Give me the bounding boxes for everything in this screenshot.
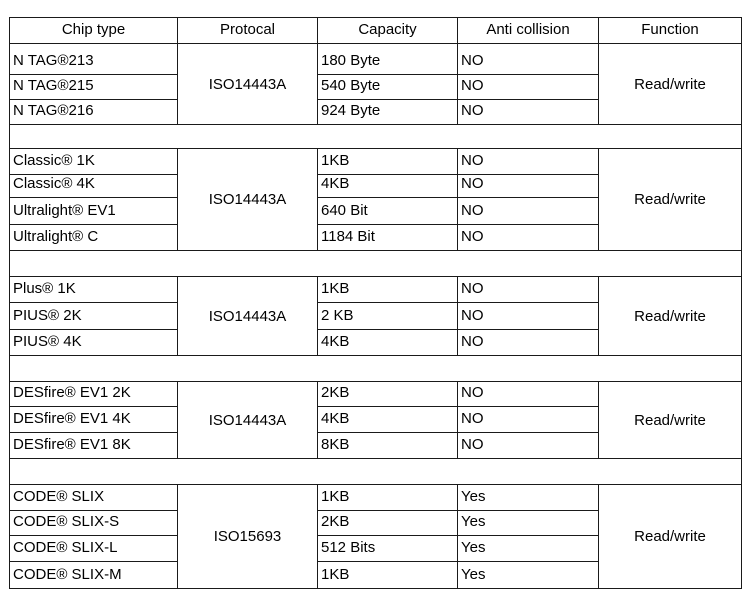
table-row	[10, 44, 742, 75]
anti-collision-cell: NO	[458, 303, 599, 330]
capacity-cell: 924 Byte	[318, 100, 458, 125]
capacity-cell: 512 Bits	[318, 536, 458, 562]
chip-type-cell: Plus® 1K	[10, 277, 178, 303]
anti-collision-cell: Yes	[458, 536, 599, 562]
protocol-cell: ISO14443A	[178, 382, 318, 459]
group-separator-row	[10, 251, 742, 277]
capacity-cell: 1KB	[318, 562, 458, 589]
anti-collision-cell: NO	[458, 149, 599, 175]
capacity-cell: 1KB	[318, 277, 458, 303]
protocol-cell: ISO14443A	[178, 44, 318, 125]
header-function: Function	[599, 18, 742, 44]
anti-collision-cell: NO	[458, 100, 599, 125]
group-separator-row	[10, 356, 742, 382]
chip-type-cell: CODE® SLIX-M	[10, 562, 178, 589]
function-cell: Read/write	[599, 382, 742, 459]
separator-cell	[10, 459, 742, 485]
chip-type-cell: CODE® SLIX-S	[10, 511, 178, 536]
anti-collision-cell: NO	[458, 225, 599, 251]
anti-collision-cell: NO	[458, 407, 599, 433]
chip-spec-table	[9, 17, 742, 589]
anti-collision-cell: NO	[458, 330, 599, 356]
capacity-cell: 640 Bit	[318, 198, 458, 225]
chip-type-cell: Ultralight® EV1	[10, 198, 178, 225]
capacity-cell: 4KB	[318, 175, 458, 198]
capacity-cell: 2KB	[318, 382, 458, 407]
capacity-cell: 2KB	[318, 511, 458, 536]
anti-collision-cell: Yes	[458, 562, 599, 589]
separator-cell	[10, 125, 742, 149]
chip-type-cell: N TAG®215	[10, 75, 178, 100]
function-cell: Read/write	[599, 149, 742, 251]
protocol-cell: ISO14443A	[178, 277, 318, 356]
capacity-cell: 2 KB	[318, 303, 458, 330]
table-row	[10, 277, 742, 303]
anti-collision-cell: Yes	[458, 511, 599, 536]
capacity-cell: 4KB	[318, 407, 458, 433]
capacity-cell: 8KB	[318, 433, 458, 459]
chip-type-cell: Classic® 1K	[10, 149, 178, 175]
function-cell: Read/write	[599, 277, 742, 356]
capacity-cell: 180 Byte	[318, 44, 458, 75]
chip-type-cell: DESfire® EV1 2K	[10, 382, 178, 407]
chip-type-cell: Classic® 4K	[10, 175, 178, 198]
capacity-cell: 4KB	[318, 330, 458, 356]
separator-cell	[10, 356, 742, 382]
header-anti-collision: Anti collision	[458, 18, 599, 44]
protocol-cell: ISO15693	[178, 485, 318, 589]
header-chip-type: Chip type	[10, 18, 178, 44]
chip-type-cell: DESfire® EV1 8K	[10, 433, 178, 459]
header-protocol: Protocal	[178, 18, 318, 44]
function-cell: Read/write	[599, 44, 742, 125]
table-row	[10, 485, 742, 511]
chip-type-cell: N TAG®213	[10, 44, 178, 75]
group-separator-row	[10, 459, 742, 485]
table-row	[10, 382, 742, 407]
capacity-cell: 1KB	[318, 485, 458, 511]
capacity-cell: 1KB	[318, 149, 458, 175]
chip-type-cell: PIUS® 2K	[10, 303, 178, 330]
chip-type-cell: PIUS® 4K	[10, 330, 178, 356]
function-cell: Read/write	[599, 485, 742, 589]
table-row	[10, 149, 742, 175]
header-row	[10, 18, 742, 44]
anti-collision-cell: NO	[458, 433, 599, 459]
separator-cell	[10, 251, 742, 277]
capacity-cell: 1184 Bit	[318, 225, 458, 251]
chip-type-cell: CODE® SLIX	[10, 485, 178, 511]
anti-collision-cell: NO	[458, 44, 599, 75]
protocol-cell: ISO14443A	[178, 149, 318, 251]
anti-collision-cell: NO	[458, 198, 599, 225]
anti-collision-cell: NO	[458, 382, 599, 407]
anti-collision-cell: NO	[458, 175, 599, 198]
anti-collision-cell: NO	[458, 75, 599, 100]
group-separator-row	[10, 125, 742, 149]
chip-type-cell: Ultralight® C	[10, 225, 178, 251]
chip-type-cell: CODE® SLIX-L	[10, 536, 178, 562]
anti-collision-cell: Yes	[458, 485, 599, 511]
header-capacity: Capacity	[318, 18, 458, 44]
capacity-cell: 540 Byte	[318, 75, 458, 100]
chip-type-cell: N TAG®216	[10, 100, 178, 125]
anti-collision-cell: NO	[458, 277, 599, 303]
chip-type-cell: DESfire® EV1 4K	[10, 407, 178, 433]
